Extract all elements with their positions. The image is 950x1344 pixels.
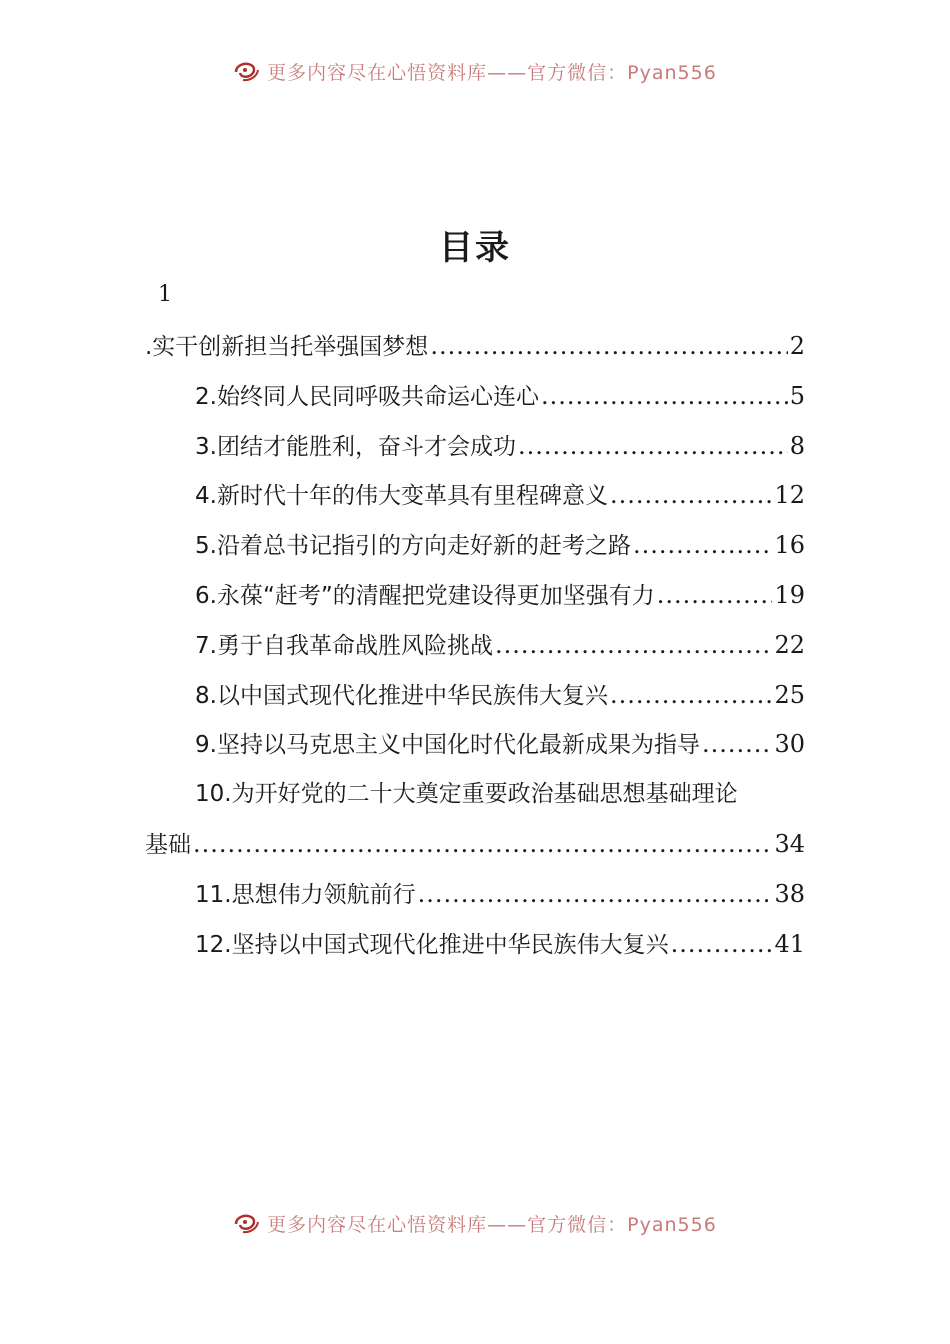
toc-entry-title: 3.团结才能胜利，奋斗才会成功 xyxy=(195,433,516,460)
toc-entry[interactable] xyxy=(145,422,805,472)
toc-entry[interactable] xyxy=(145,471,805,521)
watermark-text: 更多内容尽在心悟资料库——官方微信：Pyan556 xyxy=(267,61,717,84)
brand-logo-icon xyxy=(233,60,261,82)
stray-number: 1 xyxy=(158,282,172,307)
toc-entry-title-continued: 基础 xyxy=(145,831,191,858)
toc-entry[interactable] xyxy=(145,521,805,571)
toc-leader xyxy=(495,621,773,671)
toc-leader xyxy=(610,671,773,721)
toc-entry-title: 8.以中国式现代化推进中华民族伟大复兴 xyxy=(195,682,608,709)
watermark-text: 更多内容尽在心悟资料库——官方微信：Pyan556 xyxy=(267,1213,717,1236)
toc-entry[interactable] xyxy=(145,372,805,422)
toc-entry-title: 9.坚持以马克思主义中国化时代化最新成果为指导 xyxy=(195,732,700,759)
table-of-contents xyxy=(145,322,805,969)
toc-page-number: 12 xyxy=(774,481,805,510)
toc-leader xyxy=(418,870,773,920)
toc-entry[interactable] xyxy=(145,671,805,721)
toc-page-number: 8 xyxy=(789,431,805,460)
toc-page-number: 30 xyxy=(774,730,805,759)
toc-leader xyxy=(193,820,772,870)
toc-entry-title: 11.思想伟力领航前行 xyxy=(195,881,416,908)
toc-page-number: 19 xyxy=(774,580,805,609)
toc-entry-title: 4.新时代十年的伟大变革具有里程碑意义 xyxy=(195,483,608,510)
toc-page-number: 5 xyxy=(789,381,805,410)
header-watermark xyxy=(0,56,950,86)
toc-entry-title: 12.坚持以中国式现代化推进中华民族伟大复兴 xyxy=(195,931,669,958)
toc-entry[interactable] xyxy=(145,870,805,920)
toc-entry-title: 2.始终同人民同呼吸共命运心连心 xyxy=(195,383,539,410)
toc-entry-title: 6.永葆“赶考”的清醒把党建设得更加坚强有力 xyxy=(195,582,655,609)
toc-leader xyxy=(657,571,773,621)
toc-leader xyxy=(671,920,773,970)
toc-leader xyxy=(610,471,773,521)
toc-entry-title: .实干创新担当托举强国梦想 xyxy=(145,334,429,360)
toc-entry-title: 5.沿着总书记指引的方向走好新的赶考之路 xyxy=(195,533,631,560)
toc-leader xyxy=(518,422,788,472)
toc-page-number: 25 xyxy=(774,680,805,709)
toc-leader xyxy=(633,521,773,571)
toc-leader xyxy=(541,372,788,422)
toc-entry[interactable] xyxy=(145,322,805,372)
toc-page-number: 41 xyxy=(774,929,805,958)
toc-page-number: 22 xyxy=(774,630,805,659)
toc-entry-title: 7.勇于自我革命战胜风险挑战 xyxy=(195,632,493,659)
page-title: 目录 xyxy=(439,228,511,268)
toc-page-number: 34 xyxy=(774,829,805,858)
toc-entry-line1[interactable] xyxy=(145,770,805,820)
toc-entry[interactable] xyxy=(145,621,805,671)
toc-page-number: 2 xyxy=(789,332,805,360)
toc-entry-title: 10.为开好党的二十大奠定重要政治基础思想基础理论 xyxy=(195,781,738,808)
toc-leader xyxy=(702,720,773,770)
footer-watermark xyxy=(0,1208,950,1238)
toc-entry[interactable] xyxy=(145,571,805,621)
toc-page-number: 38 xyxy=(774,879,805,908)
toc-entry[interactable] xyxy=(145,720,805,770)
toc-entry-line2[interactable] xyxy=(145,820,805,870)
toc-entry[interactable] xyxy=(145,920,805,970)
brand-logo-icon xyxy=(233,1212,261,1234)
toc-page-number: 16 xyxy=(774,531,805,560)
toc-leader xyxy=(430,322,787,372)
